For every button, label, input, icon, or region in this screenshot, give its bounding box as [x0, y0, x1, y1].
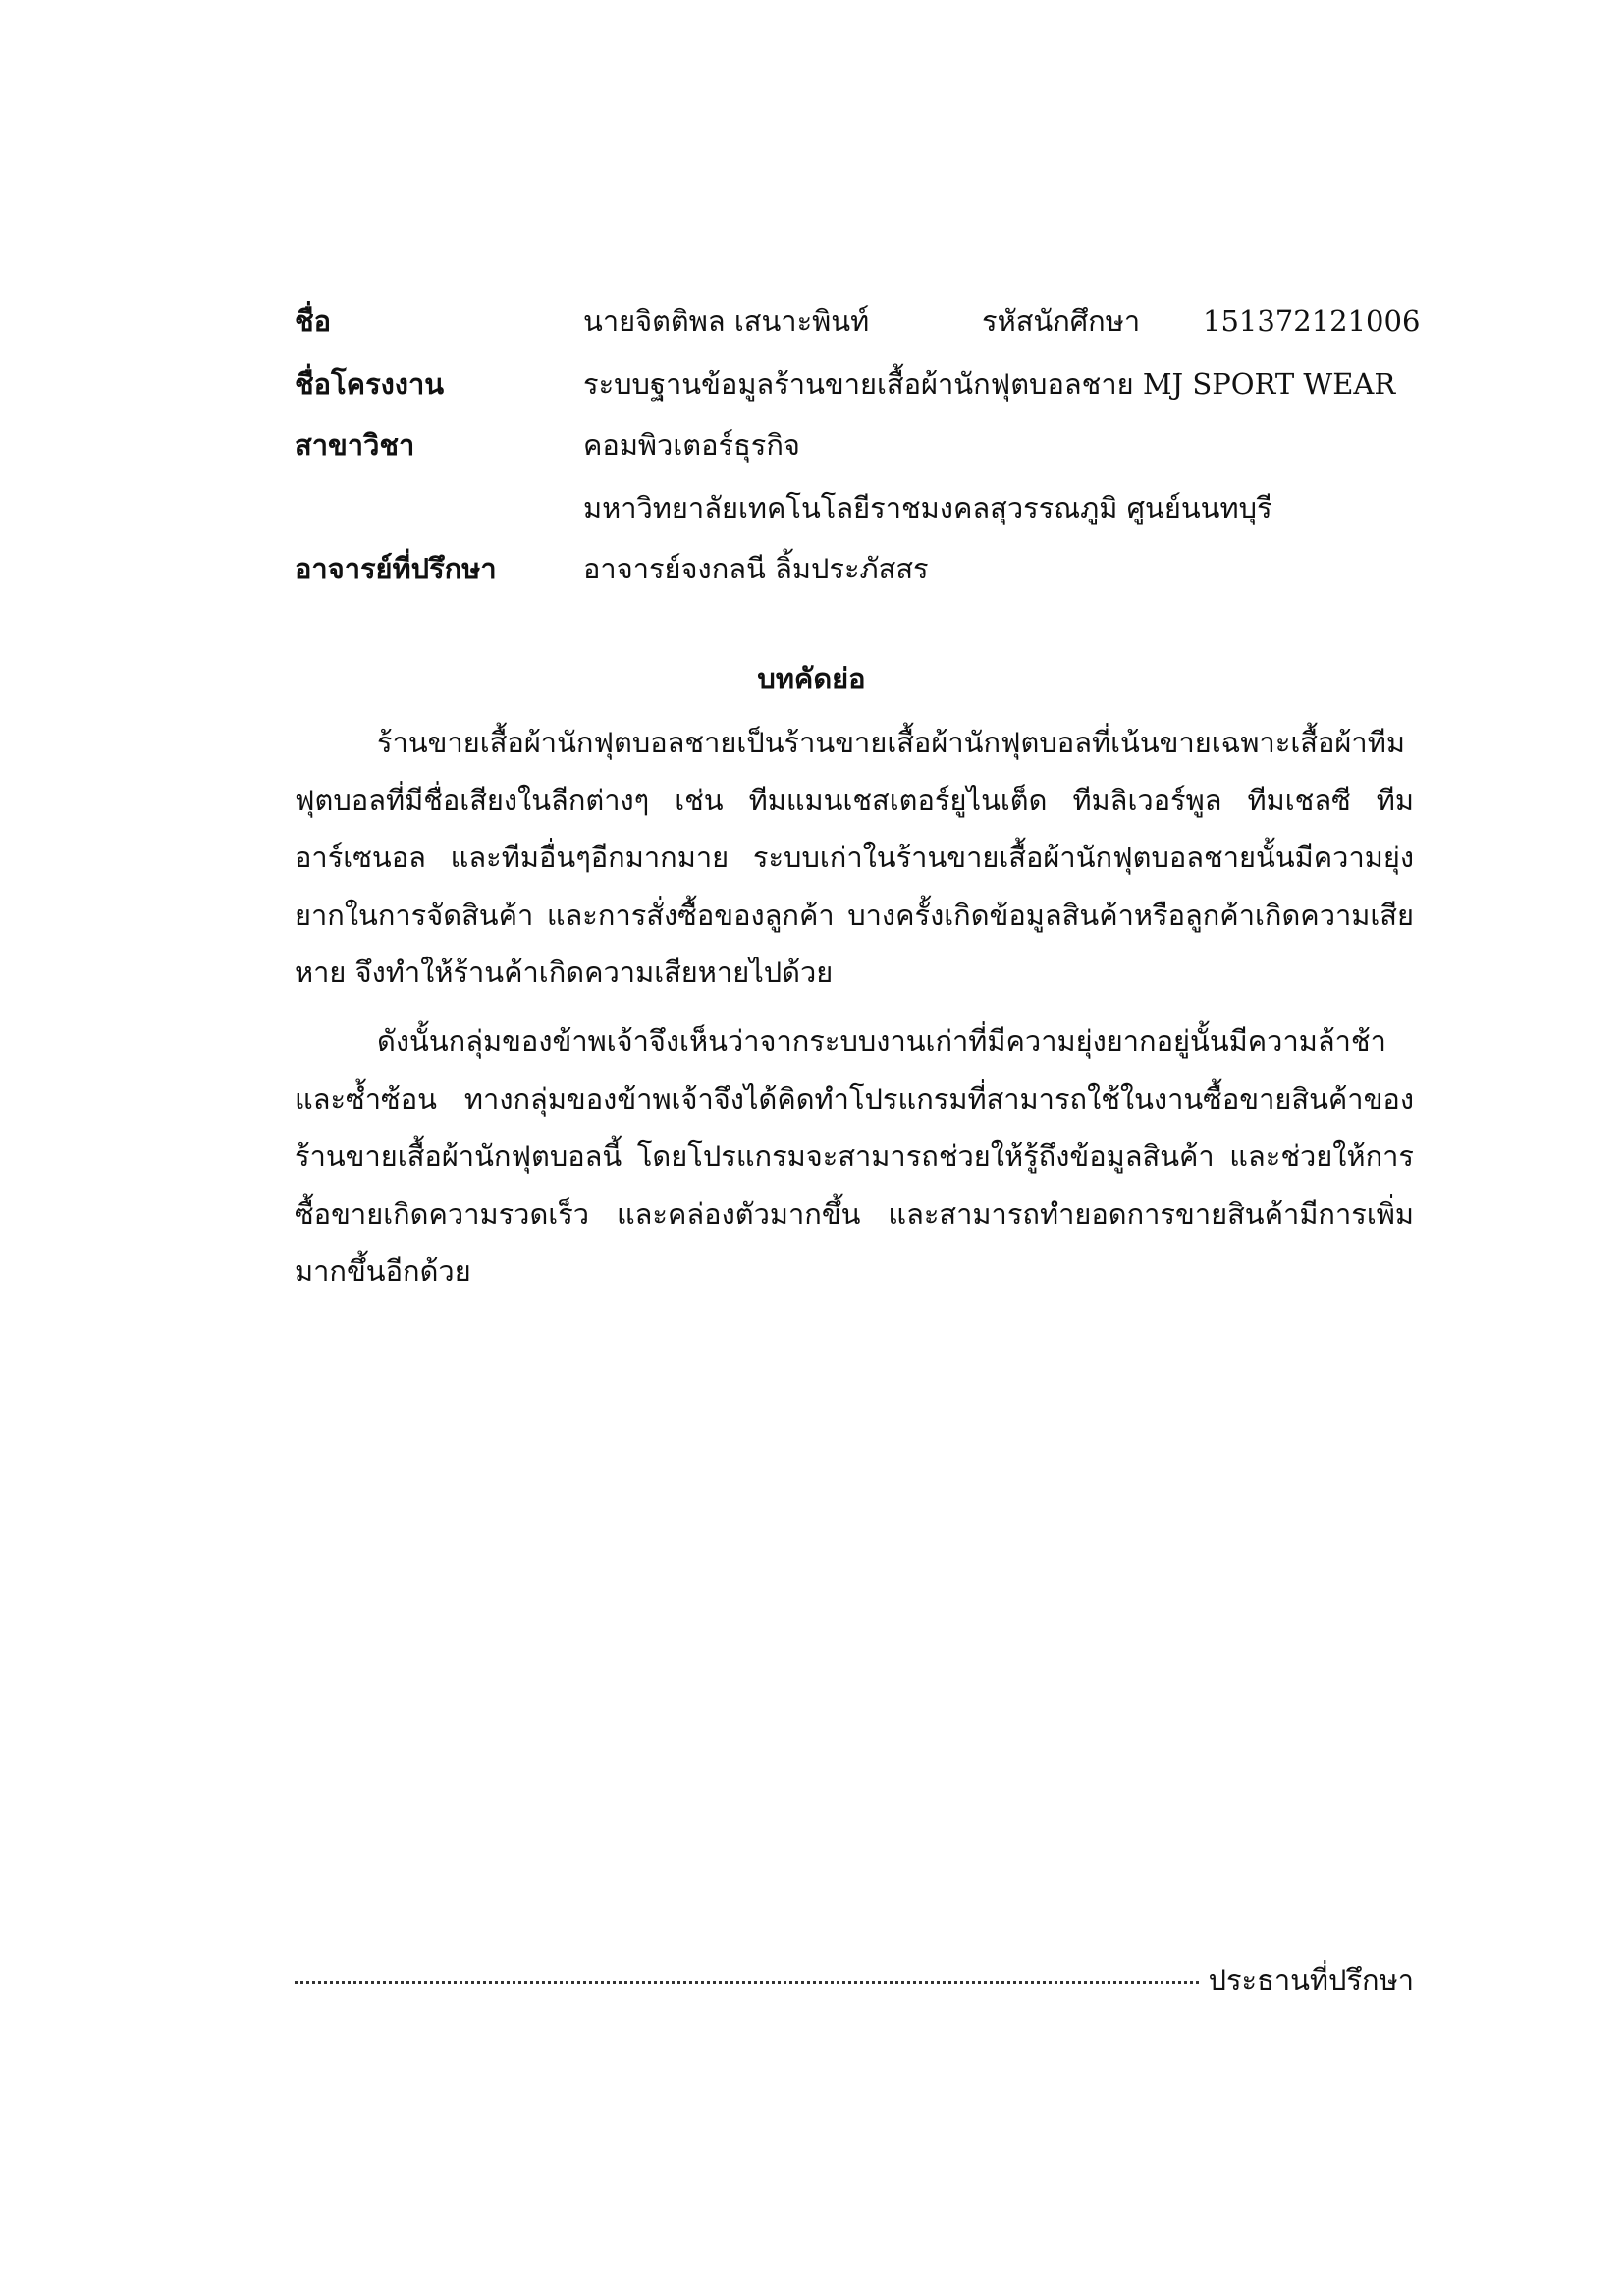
major-label: สาขาวิชา: [295, 428, 415, 462]
advisor-label: อาจารย์ที่ปรึกษา: [295, 552, 497, 585]
major-value: คอมพิวเตอร์ธุรกิจ: [583, 428, 800, 462]
signature-block: [295, 1960, 1414, 1999]
project-value: ระบบฐานข้อมูลร้านขายเสื้อผ้านักฟุตบอลชาย MJ SPORT WEAR: [583, 367, 1396, 401]
student-id-value: 151372121006: [1203, 304, 1421, 338]
advisor-value: อาจารย์จงกลนี ลิ้มประภัสสร: [583, 552, 929, 585]
university-value: มหาวิทยาลัยเทคโนโลยีราชมงคลสุวรรณภูมิ ศูนย์นนทบุรี: [583, 491, 1272, 524]
abstract-paragraph-2: ดังนั้นกลุ่มของข้าพเจ้าจึงเห็นว่าจากระบบงานเก่าที่มีความยุ่งยากอยู่นั้นมีความล้าช้าและซ้ำซ้อน ทางกลุ่มของข้าพเจ้าจึงได้คิดทำโปรแกรมที่สามารถใช้ในงานซื้อขายสินค้าของร้านขายเสื้อผ้านักฟุตบอลนี้ โดยโปรแกรมจะสามารถช่วยให้รู้ถึงข้อมูลสินค้า และช่วยให้การซื้อขายเกิดความรวดเร็ว และคล่องตัวมากขึ้น และสามารถทำยอดการขายสินค้ามีการเพิ่มมากขึ้นอีกด้วย: [295, 1024, 1414, 1287]
signature-dotted-line: [295, 1981, 1199, 1984]
project-label: ชื่อโครงงาน: [295, 367, 445, 401]
signature-role-label: ประธานที่ปรึกษา: [1208, 1963, 1414, 1996]
name-value: นายจิตติพล เสนาะพินท์: [583, 304, 870, 338]
student-id-label: รหัสนักศึกษา: [982, 304, 1141, 338]
name-label: ชื่อ: [295, 304, 332, 338]
abstract-paragraph-1: ร้านขายเสื้อผ้านักฟุตบอลชายเป็นร้านขายเสื้อผ้านักฟุตบอลที่เน้นขายเฉพาะเสื้อผ้าทีมฟุตบอลที่มีชื่อเสียงในลีกต่างๆ เช่น ทีมแมนเชสเตอร์ยูไนเต็ด ทีมลิเวอร์พูล ทีมเชลซี ทีมอาร์เซนอล และทีมอื่นๆอีกมากมาย ระบบเก่าในร้านขายเสื้อผ้านักฟุตบอลชายนั้นมีความยุ่งยากในการจัดสินค้า และการสั่งซื้อของลูกค้า บางครั้งเกิดข้อมูลสินค้าหรือลูกค้าเกิดความเสียหาย จึงทำให้ร้านค้าเกิดความเสียหายไปด้วย: [295, 726, 1414, 989]
abstract-heading: บทคัดย่อ: [757, 662, 866, 695]
